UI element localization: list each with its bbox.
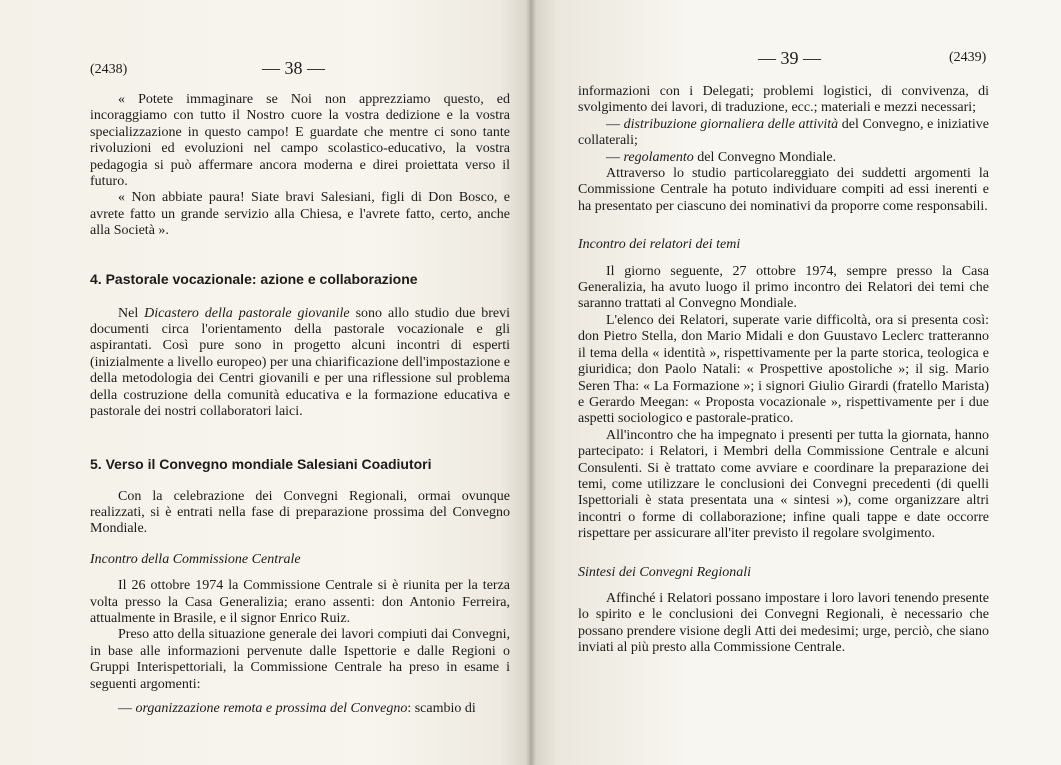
paragraph-elenco-relatori: L'elenco dei Relatori, superate varie difficoltà, ora si presenta così: don Pietro Stella, don Mario Midali e don Guustavo Leclerc tratteranno il tema della « identità », rispettivamente per la parte storica, teologica e giuridica; don Paolo Natali: « Prospettive apostoliche »; il sig. Mario Seren Tha: « La Formazione »; i signori Giulio Girardi (fratello Marista) e Gerardo Meegan: « Proposta vocazionale », rispettivamente per i due aspetti sociologico e pastorale-pratico.: [578, 312, 989, 427]
section-5-heading: 5. Verso il Convegno mondiale Salesiani Coadiutori: [90, 455, 432, 472]
left-page-number: — 38 —: [262, 58, 325, 78]
dicastero-italic: Dicastero della pastorale giovanile: [144, 305, 350, 321]
subheading-sintesi: Sintesi dei Convegni Regionali: [578, 564, 752, 580]
paragraph-giorno-seguente: Il giorno seguente, 27 ottobre 1974, sempre presso la Casa Generalizia, ha avuto luogo il primo incontro dei Relatori dei temi che saranno trattati al Convegno Mondiale.: [578, 263, 989, 312]
paragraph-affinche: Affinché i Relatori possano impostare i loro lavori tenendo presente lo spirito e le conclusioni dei Convegni Regionali, è necessario che possano prendere visione degli Atti dei medesimi; urge, perciò, che siano inviati al più presto alla Commissione Centrale.: [578, 590, 989, 656]
subheading-commissione: Incontro della Commissione Centrale: [90, 551, 301, 567]
continuation-paragraph: informazioni con i Delegati; problemi logistici, di convivenza, di svolgimento dei lavori, di traduzione, ecc.; materiali e mezzi necessari;: [578, 84, 989, 116]
book-gutter-shadow: [526, 0, 536, 765]
right-header-reference: (2439): [949, 50, 987, 65]
section-5-paragraph: Con la celebrazione dei Convegni Regionali, ormai ovunque realizzati, si è entrati nella fase di preparazione prossima del Convegno Mondiale.: [90, 488, 510, 537]
left-text-column: [90, 92, 510, 717]
left-header-reference: (2438): [90, 62, 128, 77]
paragraph-26-ottobre: Il 26 ottobre 1974 la Commissione Centrale si è riunita per la terza volta presso la Casa Generalizia; erano assenti: don Antonio Ferreira, attualmente in Brasile, e il signor Enrico Ruiz.: [90, 578, 510, 626]
dash-item-organizzazione: — organizzazione remota e prossima del Convegno: scambio di: [118, 700, 476, 716]
paragraph-attraverso: Attraverso lo studio particolareggiato dei suddetti argomenti la Commissione Centrale ha potuto individuare compiti ad essi inerenti e ha presentato per ciascuno dei nominativi da proporre come responsabili.: [578, 166, 989, 214]
paragraph-preso-atto: Preso atto della situazione generale dei lavori compiuti dai Convegni, in base alle informazioni pervenute dalle Ispettorie e dalle Regioni o Gruppi Interispettoriali, la Commissione Centrale ha preso in esame i seguenti argomenti:: [90, 627, 510, 692]
dash-item-regolamento: — regolamento del Convegno Mondiale.: [606, 149, 837, 165]
quote-paragraph-1: « Potete immaginare se Noi non apprezziamo questo, ed incoraggiamo con tutto il Nostro cuore la vostra dedizione e la vostra specializzazione in questo campo! E guardate che mentre ci sono tante rivoluzioni ed evoluzioni nel campo scolastico-educativo, la vostra pedagogia si può affermare ancora moderna e direi proiettata verso il futuro.: [90, 92, 510, 190]
right-page-number: — 39 —: [758, 48, 821, 68]
section-4-paragraph: Nel Dicastero della pastorale giovanile sono allo studio due brevi documenti circa l'orientamento della pastorale vocazionale e gli aspirantati. Così pure sono in progetto alcuni incontri di esperti (inizialmente a livello europeo) per una chiarificazione dell'impostazione e della metodologia dei Centri giovanili e per una riflessione sul problema della costruzione della comunità educativa e la formazione educativa e pastorale dei nostri collaboratori laici.: [90, 305, 510, 420]
section-4-heading: 4. Pastorale vocazionale: azione e collaborazione: [90, 270, 418, 287]
dash-item-distribuzione: — distribuzione giornaliera delle attività del Convegno, e iniziative collaterali;: [578, 116, 990, 149]
subheading-relatori: Incontro dei relatori dei temi: [578, 237, 741, 253]
quote-paragraph-2: « Non abbiate paura! Siate bravi Salesiani, figli di Don Bosco, e avrete fatto un grande servizio alla Chiesa, e l'avrete fatto, certo, anche alla Società ».: [90, 190, 510, 239]
right-text-column: [578, 84, 989, 657]
paragraph-all-incontro: All'incontro che ha impegnato i presenti per tutta la giornata, hanno partecipato: i Relatori, i Membri della Commissione Centrale e alcuni Consulenti. Si è trattato come avviare e coordinare la preparazione dei temi, come utilizzare le conclusioni dei Convegni precedenti (di quelli Ispettoriali è stata presentata una « sintesi »), come organizzare altri incontri o forme di collaborazione; infine quali tappe e date occorre rispettare per assicurare all'iter previsto il regolare svolgimento.: [578, 427, 989, 542]
